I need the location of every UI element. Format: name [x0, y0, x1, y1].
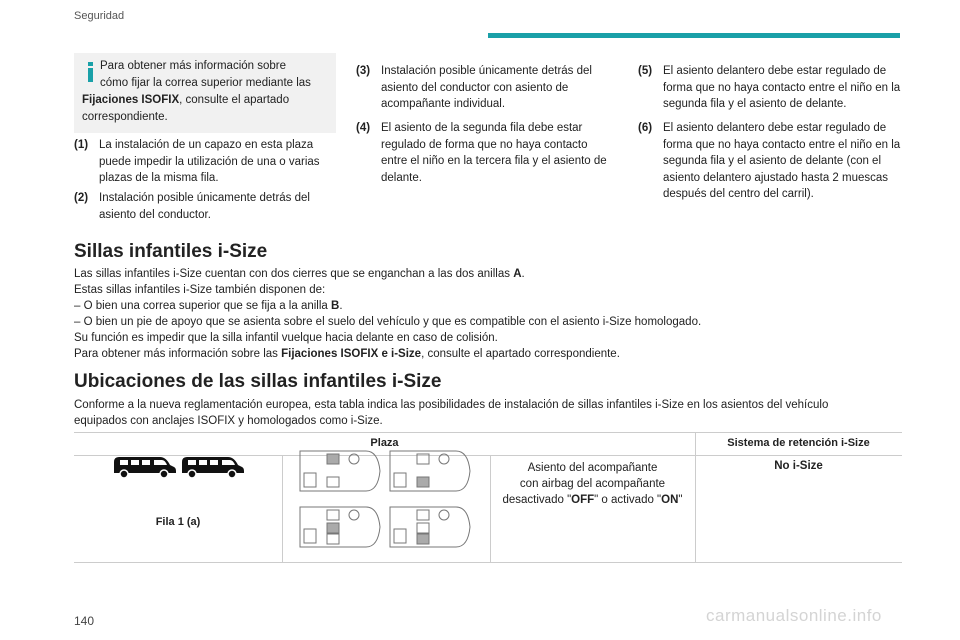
note-1: (1) La instalación de un capazo en esta plaza puede impedir la utilización de una o varias plazas de la misma fila.	[74, 139, 320, 184]
seat-description: Asiento del acompañante con airbag del acompañante desactivado "OFF" o activado "ON"	[502, 462, 683, 506]
seat-diagrams	[296, 447, 476, 556]
section1-body: Las sillas infantiles i-Size cuentan con dos cierres que se enganchan a las dos anillas A. Estas sillas infantiles i-Size también disponen de: – O bien una correa superior que se fija a la anilla B. – O bien un pie de apoyo que se asienta sobre el suelo del vehículo y que es compatible con el asiento i-Size homologado. Su función es impedir que la silla infantil vuelque hacia delante en caso de colisión. Para obtener más información sobre las Fijaciones ISOFIX e i-Size, consulte el apartado correspondiente.	[74, 268, 702, 360]
retention-value: No i-Size	[774, 460, 823, 472]
note-3: (3) Instalación posible únicamente detrás del asiento del conductor con asiento de acompañante individual.	[356, 65, 592, 110]
seat-diagram	[300, 507, 380, 547]
note-4: (4) El asiento de la segunda fila debe estar regulado de forma que no haya contacto entre el niño en la tercera fila y el asiento de delante.	[356, 122, 607, 184]
isize-table	[74, 432, 902, 563]
row-label: Fila 1 (a)	[155, 516, 201, 528]
section-title-ubicaciones: Ubicaciones de las sillas infantiles i-Size	[74, 371, 442, 392]
note-6: (6) El asiento delantero debe estar regulado de forma que no haya contacto entre el niño en la segunda fila y el asiento de delante (con el asiento delantero ajustado hasta 2 muescas después del centro del carril).	[638, 122, 901, 200]
section-title-isize: Sillas infantiles i-Size	[74, 241, 268, 262]
seat-diagram	[390, 507, 470, 547]
note-5: (5) El asiento delantero debe estar regulado de forma que no haya contacto entre el niño en la segunda fila y el asiento de delante.	[638, 65, 901, 110]
header-sistema: Sistema de retención i-Size	[727, 437, 870, 449]
note-2: (2) Instalación posible únicamente detrás del asiento del conductor.	[74, 192, 310, 221]
info-bold: Fijaciones ISOFIX	[82, 94, 180, 106]
seat-diagram	[390, 451, 470, 491]
header-plaza: Plaza	[370, 437, 399, 449]
van-icons	[112, 453, 244, 484]
header-accent-bar	[488, 33, 900, 38]
section-header: Seguridad	[74, 10, 125, 22]
seat-diagram	[300, 451, 380, 491]
info-text: Para obtener más información sobre cómo fijar la correa superior mediante las Fijaciones ISOFIX, consulte el apartado correspondiente.	[82, 60, 311, 123]
van-icon	[182, 457, 244, 478]
info-box	[74, 53, 336, 133]
watermark: carmanualsonline.info	[706, 606, 882, 625]
section2-body: Conforme a la nueva reglamentación europea, esta tabla indica las posibilidades de instalación de sillas infantiles i-Size en los asientos del vehículo equipados con anclajes ISOFIX y homologados como i-Size.	[74, 399, 829, 427]
van-icon	[114, 457, 176, 478]
page-number: 140	[74, 614, 95, 628]
